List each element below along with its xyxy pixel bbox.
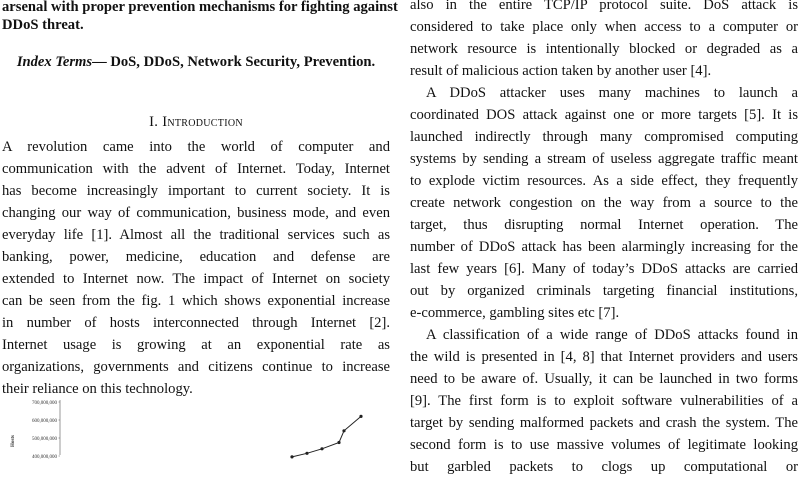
index-terms-list: DoS, DDoS, Network Security, Prevention.	[106, 54, 376, 70]
section-numeral: I.	[149, 114, 159, 130]
data-point	[359, 415, 362, 418]
abstract-line: DDoS threat.	[2, 17, 84, 33]
paragraph-line: launched indirectly through many compromised computing	[410, 129, 798, 145]
data-point	[320, 447, 323, 450]
paragraph-line: extended to Internet now. The impact of Internet on society	[2, 271, 390, 287]
data-point	[305, 452, 308, 455]
paragraph-line: everyday life [1]. Almost all the traditional services such as	[2, 227, 390, 243]
data-point	[337, 441, 340, 444]
paragraph-line: number of DDoS attack has been alarmingly increasing for the	[410, 239, 798, 255]
paragraph-line: result of malicious action taken by another user [4].	[410, 63, 712, 79]
y-tick-label: 700,000,000	[32, 401, 57, 406]
paragraph-line: A classification of a wide range of DDoS attacks found in	[426, 327, 798, 343]
paragraph-line: can be seen from the fig. 1 which shows exponential increase	[2, 293, 390, 309]
figure-1-chart	[2, 395, 390, 460]
paragraph-line: considered to take place only when access to a computer or	[410, 19, 798, 35]
paragraph-line: need to be aware of. Usually, it can be launched in two forms	[410, 371, 798, 387]
y-tick-label: 500,000,000	[32, 437, 57, 442]
paragraph-line: A DDoS attacker uses many machines to launch a	[426, 85, 798, 101]
paragraph-line: create network congestion on the way from a source to the	[410, 195, 798, 211]
abstract-line: arsenal with proper prevention mechanisms for fighting against	[2, 0, 398, 15]
paragraph-line: organizations, governments and citizens continue to increase	[2, 359, 390, 375]
index-terms-dash: —	[92, 54, 107, 70]
paragraph-line: target, thus disrupting normal Internet operation. The	[410, 217, 798, 233]
paragraph-line: their reliance on this technology.	[2, 381, 193, 397]
paragraph-line: banking, power, medicine, education and defense are	[2, 249, 390, 265]
paragraph-line: e-commerce, gambling sites etc [7].	[410, 305, 620, 321]
paragraph-line: systems by sending a stream of useless aggregate traffic meant	[410, 151, 798, 167]
data-point	[290, 455, 293, 458]
paragraph-line: second form is to use massive volumes of legitimate looking	[410, 437, 798, 453]
index-terms	[2, 51, 390, 73]
paragraph-line: A revolution came into the world of computer and	[2, 139, 390, 155]
paragraph-line: also in the entire TCP/IP protocol suite. DoS attack is	[410, 0, 798, 13]
paragraph-line: has become increasingly important to current society. It is	[2, 183, 390, 199]
paragraph-line: to explode victim resources. As a side effect, they frequently	[410, 173, 798, 189]
paragraph-line: but garbled packets to clogs up computational or	[410, 459, 798, 475]
paragraph-line: last few years [6]. Many of today’s DDoS attacks are carried	[410, 261, 798, 277]
paragraph-line: Internet usage is growing at an exponential rate as	[2, 337, 390, 353]
paragraph-line: target by sending malformed packets and crash the system. The	[410, 415, 798, 431]
paragraph-line: [9]. The first form is to exploit software vulnerabilities of a	[410, 393, 798, 409]
section-title: Introduction	[162, 114, 243, 130]
section-heading	[2, 111, 390, 133]
chart-svg	[2, 395, 390, 460]
paragraph-line: the wild is presented in [4, 8] that Internet providers and users	[410, 349, 798, 365]
y-tick-label: 400,000,000	[32, 455, 57, 460]
paragraph-line: coordinated DOS attack against one or more targets [5]. It is	[410, 107, 798, 123]
series-line	[292, 416, 361, 457]
y-axis-label: Hosts	[11, 435, 16, 447]
y-tick-label: 600,000,000	[32, 419, 57, 424]
index-terms-label: Index Terms	[16, 54, 93, 70]
data-point	[342, 429, 345, 432]
paragraph-line: in number of hosts interconnected through Internet [2].	[2, 315, 390, 331]
paragraph-line: network resource is intentionally blocked or degraded as a	[410, 41, 798, 57]
paragraph-line: communication with the advent of Internet. Today, Internet	[2, 161, 390, 177]
paragraph-line: changing our way of communication, business mode, and even	[2, 205, 390, 221]
paragraph-line: out by organized criminals targeting financial institutions,	[410, 283, 798, 299]
